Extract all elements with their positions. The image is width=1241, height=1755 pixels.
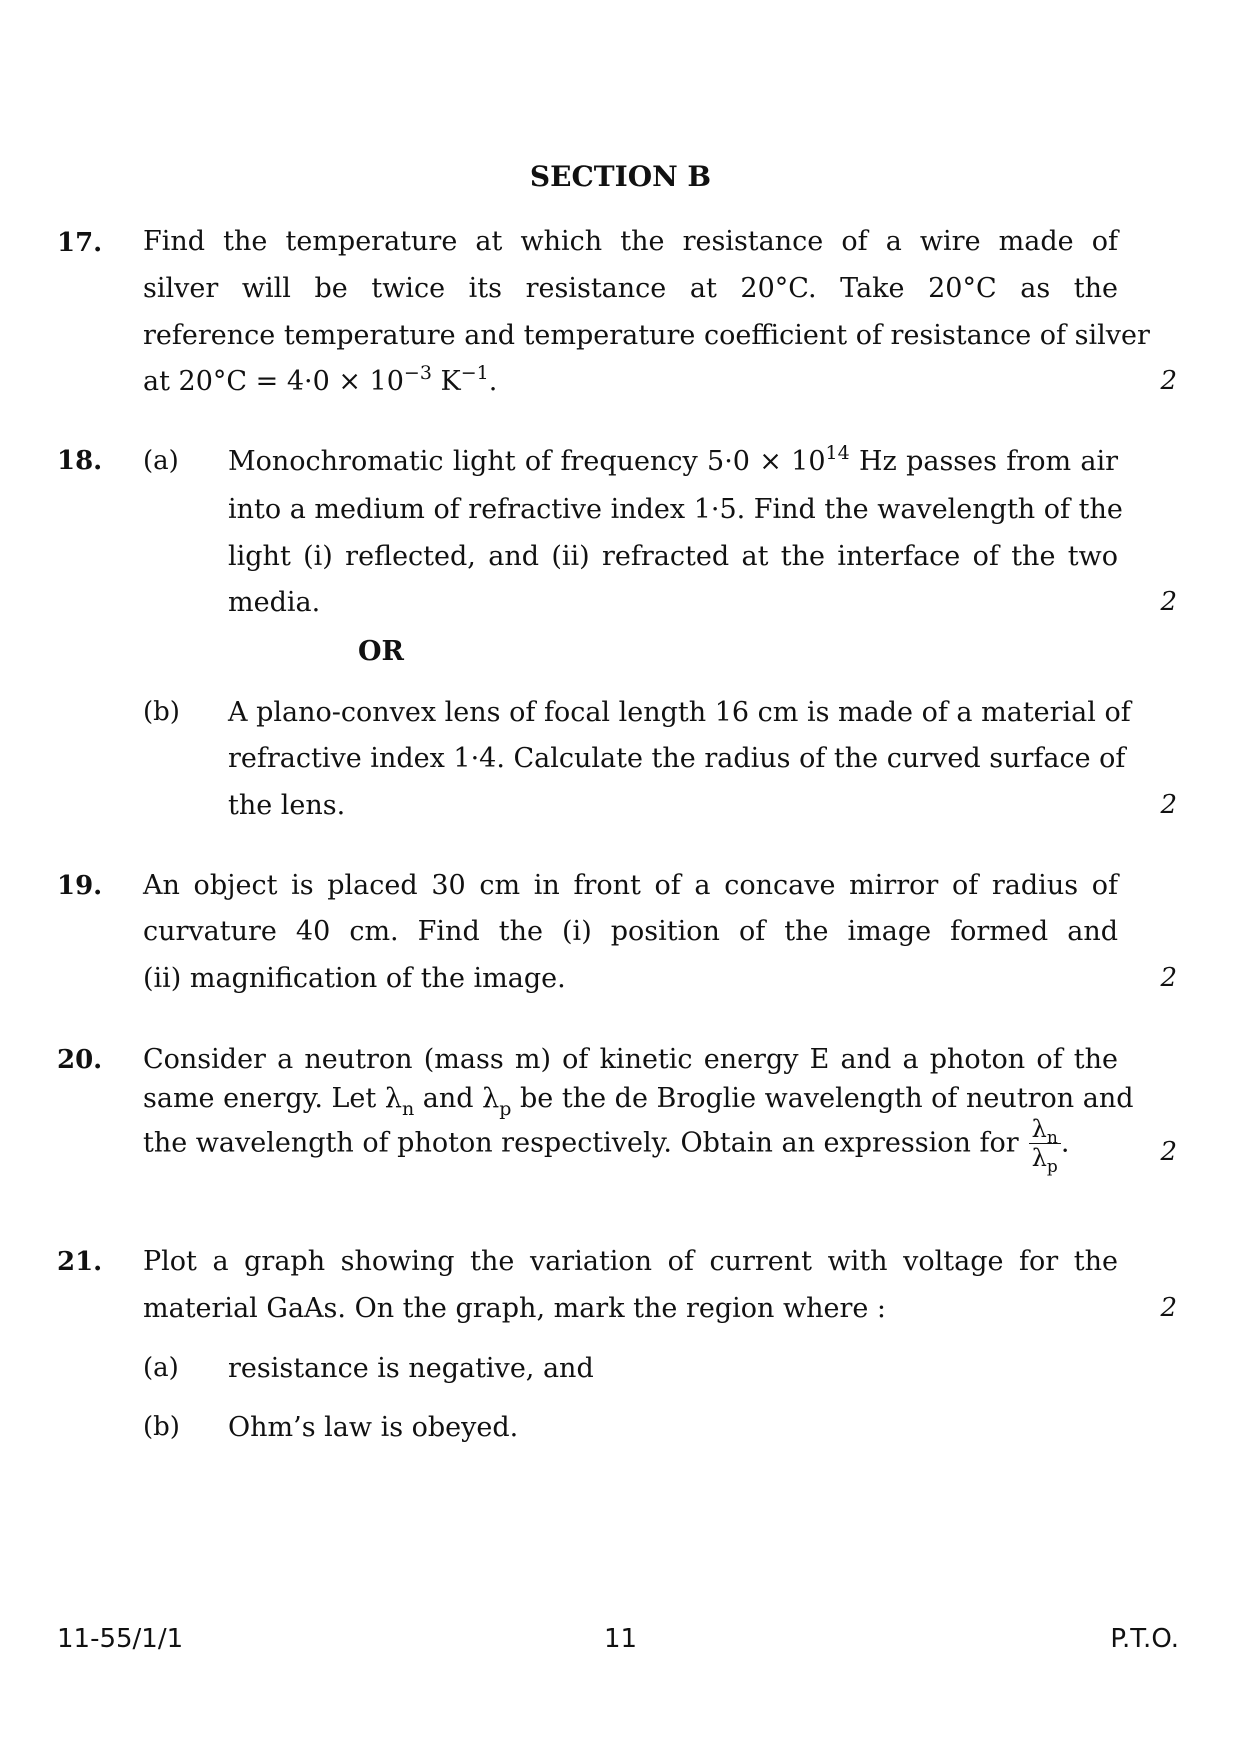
q20-period: . xyxy=(1060,1127,1070,1159)
q18-part-a-label: (a) xyxy=(143,446,179,476)
pto-label: P.T.O. xyxy=(1110,1624,1179,1654)
q18b-line-3: the lens. xyxy=(228,790,346,821)
q21-part-a-text: resistance is negative, and xyxy=(228,1353,594,1384)
q20-marks: 2 xyxy=(1160,1137,1177,1167)
q19-marks: 2 xyxy=(1160,963,1177,993)
q17-line-3: reference temperature and temperature coefficient of resistance of silver xyxy=(143,320,1150,351)
lambda-n-subscript: n xyxy=(401,1098,415,1120)
q17-period: . xyxy=(488,366,498,397)
q18b-line-1: A plano-convex lens of focal length 16 cm is made of a material of xyxy=(228,697,1131,728)
q20-line-2-a: same energy. Let λ xyxy=(143,1083,402,1114)
q17-line-4 xyxy=(143,362,1118,397)
q20-line-2 xyxy=(143,1083,1134,1120)
q18a-line-1-end: Hz passes from air xyxy=(849,446,1118,477)
q18b-marks: 2 xyxy=(1160,790,1177,820)
q17-exponent-1: −3 xyxy=(403,362,432,384)
q20-line-3-text: the wavelength of photon respectively. Obtain an expression for xyxy=(143,1127,1019,1159)
q21-part-a-label: (a) xyxy=(143,1353,179,1383)
section-title: SECTION B xyxy=(529,160,712,193)
q19-line-3: (ii) magnification of the image. xyxy=(143,963,566,994)
q18a-line-2: into a medium of refractive index 1·5. Find the wavelength of the xyxy=(228,494,1123,525)
q20-line-3 xyxy=(143,1115,1118,1178)
q21-part-b-text: Ohm’s law is obeyed. xyxy=(228,1412,519,1443)
q17-line-1: Find the temperature at which the resistance of a wire made of xyxy=(143,226,1118,257)
page-number: 11 xyxy=(603,1624,638,1654)
q20-line-2-c: be the de Broglie wavelength of neutron and xyxy=(511,1083,1134,1114)
q18-part-b-label: (b) xyxy=(143,697,180,727)
q17-marks: 2 xyxy=(1160,366,1177,396)
q18a-line-1-text: Monochromatic light of frequency 5·0 × 10 xyxy=(228,446,826,477)
question-number: 18. xyxy=(57,446,103,476)
q19-line-2: curvature 40 cm. Find the (i) position of the image formed and xyxy=(143,916,1118,947)
q17-formula-text: at 20°C = 4·0 × 10 xyxy=(143,366,404,397)
q18a-line-3: light (i) reflected, and (ii) refracted at the interface of the two xyxy=(228,541,1118,572)
fraction-numerator: $\lambda_n$ xyxy=(1029,1116,1061,1144)
fraction-denominator: $\lambda_p$ xyxy=(1031,1144,1058,1178)
q18a-line-4: media. xyxy=(228,587,321,618)
question-number: 20. xyxy=(57,1045,103,1075)
q18b-line-2: refractive index 1·4. Calculate the radius of the curved surface of xyxy=(228,743,1126,774)
q18a-line-1 xyxy=(228,442,1118,477)
question-number: 19. xyxy=(57,871,103,901)
paper-code: 11-55/1/1 xyxy=(57,1624,184,1654)
question-number: 17. xyxy=(57,228,103,258)
or-label: OR xyxy=(358,636,404,667)
lambda-ratio-fraction xyxy=(1029,1115,1061,1178)
q17-line-2: silver will be twice its resistance at 20°C. Take 20°C as the xyxy=(143,273,1118,304)
q21-part-b-label: (b) xyxy=(143,1412,180,1442)
q19-line-1: An object is placed 30 cm in front of a concave mirror of radius of xyxy=(143,870,1118,901)
q20-line-1: Consider a neutron (mass m) of kinetic energy E and a photon of the xyxy=(143,1044,1118,1075)
q21-marks: 2 xyxy=(1160,1293,1177,1323)
q21-line-1: Plot a graph showing the variation of current with voltage for the xyxy=(143,1246,1118,1277)
q17-exponent-2: −1 xyxy=(460,362,489,384)
question-number: 21. xyxy=(57,1247,103,1277)
q17-unit: K xyxy=(431,366,461,397)
q20-line-2-b: and λ xyxy=(414,1083,500,1114)
q18a-marks: 2 xyxy=(1160,587,1177,617)
lambda-p-subscript: p xyxy=(499,1098,512,1120)
q21-line-2: material GaAs. On the graph, mark the region where : xyxy=(143,1293,887,1324)
q18a-exponent: 14 xyxy=(825,442,850,464)
